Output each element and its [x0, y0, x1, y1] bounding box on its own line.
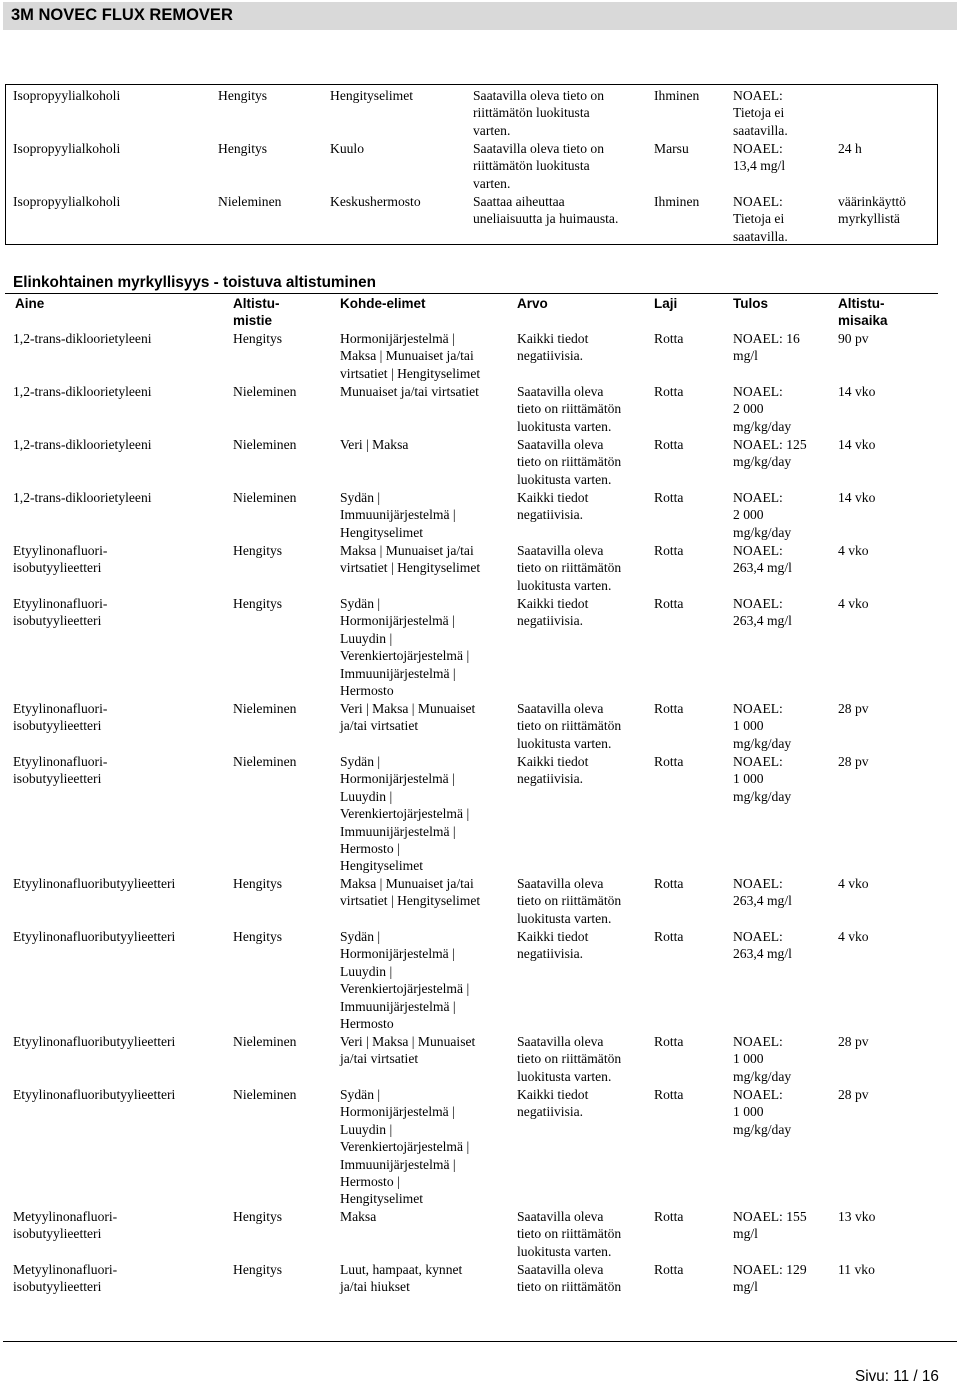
value-cell: Saatavilla oleva tieto on riittämätön luokitusta varten.: [517, 1209, 622, 1259]
result-cell: NOAEL: 263,4 mg/l: [733, 543, 792, 576]
acute-table-border-top: [5, 84, 938, 85]
target-organ-cell: Maksa | Munuaiset ja/tai virtsatiet | Hengityselimet: [340, 543, 481, 576]
route-cell: Hengitys: [233, 929, 283, 944]
substance-cell: Etyylinonafluoributyylieetteri: [13, 876, 176, 891]
target-organ-cell: Veri | Maksa | Munuaiset ja/tai virtsatiet: [340, 1034, 476, 1067]
target-organ-cell: Kuulo: [330, 141, 364, 156]
result-cell: NOAEL: 1 000 mg/kg/day: [733, 754, 792, 804]
duration-cell: 28 pv: [838, 1034, 869, 1049]
substance-cell: Etyylinonafluori- isobutyylieetteri: [13, 543, 108, 576]
species-cell: Rotta: [654, 701, 684, 716]
value-cell: Saatavilla oleva tieto on riittämätön luokitusta varten.: [517, 876, 622, 926]
route-cell: Nieleminen: [233, 490, 297, 505]
result-cell: NOAEL: 263,4 mg/l: [733, 596, 792, 629]
substance-cell: Etyylinonafluoributyylieetteri: [13, 929, 176, 944]
route-cell: Hengitys: [233, 596, 283, 611]
result-cell: NOAEL: 263,4 mg/l: [733, 929, 792, 962]
substance-cell: Isopropyylialkoholi: [13, 194, 121, 209]
acute-table-border-right: [937, 84, 938, 245]
substance-cell: Isopropyylialkoholi: [13, 88, 121, 103]
substance-cell: Etyylinonafluoributyylieetteri: [13, 1034, 176, 1049]
route-cell: Nieleminen: [233, 384, 297, 399]
route-cell: Hengitys: [218, 88, 268, 103]
result-cell: NOAEL: Tietoja ei saatavilla.: [733, 194, 788, 244]
value-cell: Saatavilla oleva tieto on riittämätön luokitusta varten.: [517, 437, 622, 487]
species-cell: Ihminen: [654, 194, 700, 209]
species-cell: Ihminen: [654, 88, 700, 103]
result-cell: NOAEL: 13,4 mg/l: [733, 141, 786, 174]
duration-cell: 13 vko: [838, 1209, 876, 1224]
value-cell: Saatavilla oleva tieto on riittämätön luokitusta varten.: [517, 1034, 622, 1084]
section-title: Elinkohtainen myrkyllisyys - toistuva altistuminen: [13, 274, 376, 291]
duration-cell: 4 vko: [838, 876, 869, 891]
header-target-organs: Kohde-elimet: [340, 296, 426, 311]
target-organ-cell: Luut, hampaat, kynnet ja/tai hiukset: [340, 1262, 463, 1295]
value-cell: Saatavilla oleva tieto on riittämätön luokitusta varten.: [517, 701, 622, 751]
target-organ-cell: Keskushermosto: [330, 194, 421, 209]
route-cell: Nieleminen: [218, 194, 282, 209]
route-cell: Nieleminen: [233, 1087, 297, 1102]
footer-divider: [3, 1341, 957, 1342]
species-cell: Rotta: [654, 437, 684, 452]
target-organ-cell: Maksa: [340, 1209, 377, 1224]
duration-cell: 11 vko: [838, 1262, 875, 1277]
species-cell: Marsu: [654, 141, 689, 156]
acute-table-border-left: [5, 84, 6, 245]
duration-cell: 28 pv: [838, 701, 869, 716]
value-cell: Kaikki tiedot negatiivisia.: [517, 596, 589, 629]
route-cell: Nieleminen: [233, 1034, 297, 1049]
substance-cell: Isopropyylialkoholi: [13, 141, 121, 156]
duration-cell: 28 pv: [838, 754, 869, 769]
route-cell: Nieleminen: [233, 437, 297, 452]
species-cell: Rotta: [654, 929, 684, 944]
target-organ-cell: Veri | Maksa: [340, 437, 409, 452]
route-cell: Hengitys: [233, 331, 283, 346]
repeat-table-border-top: [5, 293, 938, 294]
value-cell: Saatavilla oleva tieto on riittämätön luokitusta varten.: [473, 88, 604, 138]
species-cell: Rotta: [654, 543, 684, 558]
duration-cell: 4 vko: [838, 543, 869, 558]
header-species: Laji: [654, 296, 678, 311]
header-bar: [3, 2, 957, 30]
target-organ-cell: Sydän | Hormonijärjestelmä | Luuydin | Verenkiertojärjestelmä | Immuunijärjestelmä | Hermosto | Hengityselimet: [340, 754, 470, 874]
result-cell: NOAEL: 1 000 mg/kg/day: [733, 701, 792, 751]
result-cell: NOAEL: 125 mg/kg/day: [733, 437, 807, 470]
duration-cell: 4 vko: [838, 929, 869, 944]
value-cell: Kaikki tiedot negatiivisia.: [517, 331, 589, 364]
result-cell: NOAEL: 16 mg/l: [733, 331, 800, 364]
route-cell: Hengitys: [233, 1262, 283, 1277]
species-cell: Rotta: [654, 1262, 684, 1277]
header-duration: Altistu- misaika: [838, 296, 888, 329]
substance-cell: Etyylinonafluori- isobutyylieetteri: [13, 701, 108, 734]
value-cell: Saatavilla oleva tieto on riittämätön: [517, 1262, 622, 1295]
value-cell: Saatavilla oleva tieto on riittämätön luokitusta varten.: [473, 141, 604, 191]
target-organ-cell: Sydän | Hormonijärjestelmä | Luuydin | Verenkiertojärjestelmä | Immuunijärjestelmä | Hermosto | Hengityselimet: [340, 1087, 470, 1207]
value-cell: Saatavilla oleva tieto on riittämätön luokitusta varten.: [517, 384, 622, 434]
target-organ-cell: Hengityselimet: [330, 88, 414, 103]
species-cell: Rotta: [654, 1209, 684, 1224]
species-cell: Rotta: [654, 596, 684, 611]
result-cell: NOAEL: 1 000 mg/kg/day: [733, 1087, 792, 1137]
header-substance: Aine: [15, 296, 45, 311]
result-cell: NOAEL: Tietoja ei saatavilla.: [733, 88, 788, 138]
target-organ-cell: Sydän | Hormonijärjestelmä | Luuydin | Verenkiertojärjestelmä | Immuunijärjestelmä | Hermosto: [340, 929, 470, 1032]
duration-cell: 28 pv: [838, 1087, 869, 1102]
route-cell: Hengitys: [233, 876, 283, 891]
value-cell: Kaikki tiedot negatiivisia.: [517, 929, 589, 962]
substance-cell: 1,2-trans-dikloorietyleeni: [13, 490, 152, 505]
result-cell: NOAEL: 2 000 mg/kg/day: [733, 490, 792, 540]
substance-cell: Etyylinonafluori- isobutyylieetteri: [13, 754, 108, 787]
result-cell: NOAEL: 2 000 mg/kg/day: [733, 384, 792, 434]
species-cell: Rotta: [654, 754, 684, 769]
substance-cell: Etyylinonafluoributyylieetteri: [13, 1087, 176, 1102]
value-cell: Saatavilla oleva tieto on riittämätön luokitusta varten.: [517, 543, 622, 593]
target-organ-cell: Hormonijärjestelmä | Maksa | Munuaiset ja/tai virtsatiet | Hengityselimet: [340, 331, 481, 381]
duration-cell: 14 vko: [838, 437, 876, 452]
result-cell: NOAEL: 1 000 mg/kg/day: [733, 1034, 792, 1084]
substance-cell: 1,2-trans-dikloorietyleeni: [13, 331, 152, 346]
page-number: Sivu: 11 / 16: [855, 1368, 939, 1385]
route-cell: Nieleminen: [233, 701, 297, 716]
route-cell: Hengitys: [218, 141, 268, 156]
duration-cell: 90 pv: [838, 331, 869, 346]
species-cell: Rotta: [654, 1087, 684, 1102]
result-cell: NOAEL: 263,4 mg/l: [733, 876, 792, 909]
substance-cell: Etyylinonafluori- isobutyylieetteri: [13, 596, 108, 629]
target-organ-cell: Maksa | Munuaiset ja/tai virtsatiet | Hengityselimet: [340, 876, 481, 909]
species-cell: Rotta: [654, 384, 684, 399]
duration-cell: 14 vko: [838, 490, 876, 505]
header-route: Altistu- mistie: [233, 296, 280, 329]
duration-cell: 24 h: [838, 141, 862, 156]
species-cell: Rotta: [654, 490, 684, 505]
species-cell: Rotta: [654, 331, 684, 346]
document-title: 3M NOVEC FLUX REMOVER: [11, 6, 233, 24]
substance-cell: Metyylinonafluori- isobutyylieetteri: [13, 1262, 118, 1295]
acute-table-border-bottom: [5, 244, 938, 245]
value-cell: Kaikki tiedot negatiivisia.: [517, 490, 589, 523]
header-result: Tulos: [733, 296, 768, 311]
target-organ-cell: Veri | Maksa | Munuaiset ja/tai virtsatiet: [340, 701, 476, 734]
route-cell: Nieleminen: [233, 754, 297, 769]
duration-cell: 14 vko: [838, 384, 876, 399]
header-value: Arvo: [517, 296, 548, 311]
species-cell: Rotta: [654, 876, 684, 891]
substance-cell: 1,2-trans-dikloorietyleeni: [13, 384, 152, 399]
species-cell: Rotta: [654, 1034, 684, 1049]
value-cell: Saattaa aiheuttaa uneliaisuutta ja huimausta.: [473, 194, 619, 227]
route-cell: Hengitys: [233, 1209, 283, 1224]
substance-cell: 1,2-trans-dikloorietyleeni: [13, 437, 152, 452]
substance-cell: Metyylinonafluori- isobutyylieetteri: [13, 1209, 118, 1242]
target-organ-cell: Munuaiset ja/tai virtsatiet: [340, 384, 479, 399]
value-cell: Kaikki tiedot negatiivisia.: [517, 1087, 589, 1120]
route-cell: Hengitys: [233, 543, 283, 558]
target-organ-cell: Sydän | Hormonijärjestelmä | Luuydin | Verenkiertojärjestelmä | Immuunijärjestelmä | Hermosto: [340, 596, 470, 699]
duration-cell: väärinkäyttö myrkyllistä: [838, 194, 906, 227]
target-organ-cell: Sydän | Immuunijärjestelmä | Hengityselimet: [340, 490, 456, 540]
duration-cell: 4 vko: [838, 596, 869, 611]
value-cell: Kaikki tiedot negatiivisia.: [517, 754, 589, 787]
result-cell: NOAEL: 155 mg/l: [733, 1209, 807, 1242]
result-cell: NOAEL: 129 mg/l: [733, 1262, 807, 1295]
